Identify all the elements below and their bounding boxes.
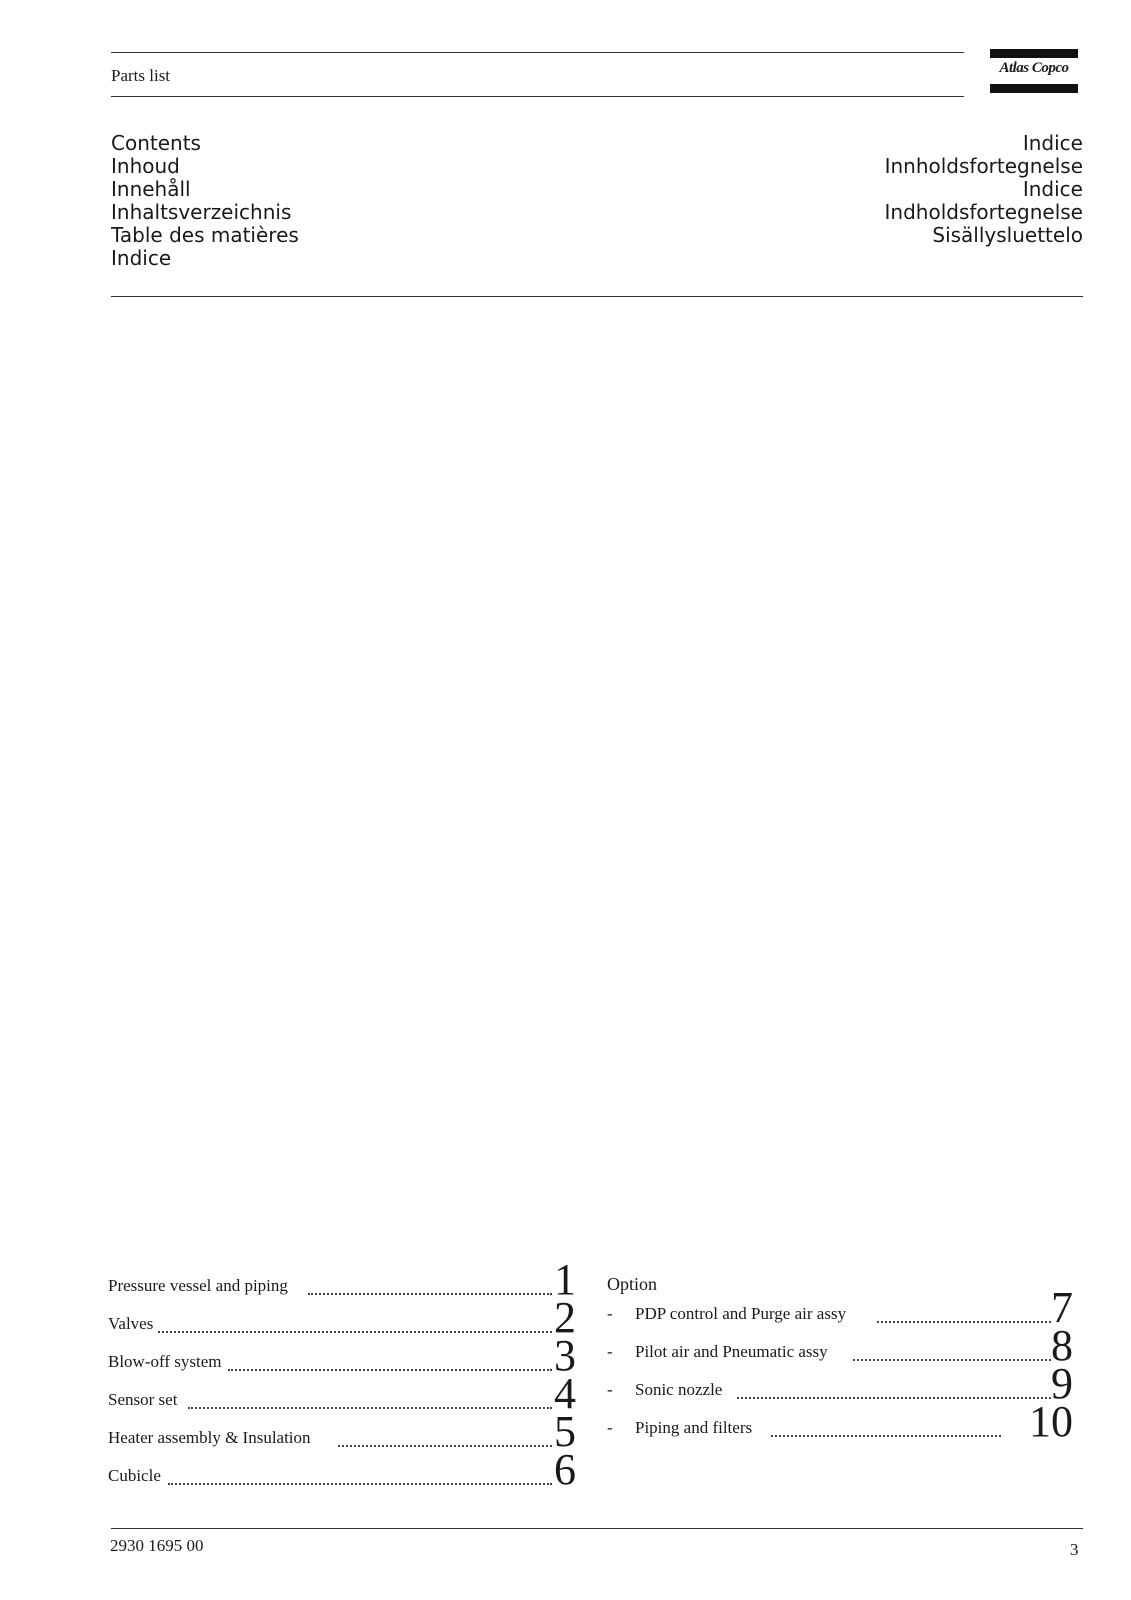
- contents-heading: Inhoud: [111, 154, 180, 178]
- contents-headings-right: [885, 132, 1083, 247]
- logo-wordmark: Atlas Copco: [999, 60, 1069, 76]
- toc-entry-number: 1: [554, 1255, 576, 1304]
- toc-entry-label: Blow-off system: [108, 1352, 222, 1371]
- contents-heading: Indice: [1022, 131, 1083, 155]
- atlas-copco-logo: [990, 49, 1078, 93]
- toc-entry-label: Pressure vessel and piping: [108, 1276, 288, 1295]
- toc-entry-sensor-set[interactable]: [108, 1369, 578, 1418]
- toc-entry-heater-assembly[interactable]: [108, 1407, 578, 1456]
- toc-entry-label: Sonic nozzle: [635, 1380, 723, 1399]
- page-number: 3: [1070, 1540, 1079, 1559]
- document-number: 2930 1695 00: [110, 1536, 204, 1555]
- list-dash: -: [607, 1380, 613, 1399]
- contents-heading: Innehåll: [111, 177, 191, 201]
- toc-entry-pilot-air[interactable]: [607, 1321, 1077, 1370]
- contents-divider: [111, 296, 1083, 297]
- toc-entry-valves[interactable]: [108, 1293, 578, 1342]
- header-top-rule: [111, 52, 964, 53]
- contents-heading: Indice: [1022, 177, 1083, 201]
- toc-entry-number: 3: [554, 1331, 576, 1380]
- toc-entry-label: Sensor set: [108, 1390, 178, 1409]
- toc-entry-number: 6: [554, 1445, 576, 1494]
- header-bottom-rule: [111, 96, 964, 97]
- toc-entry-number: 2: [554, 1293, 576, 1342]
- contents-heading: Contents: [111, 131, 201, 155]
- list-dash: -: [607, 1342, 613, 1361]
- option-heading: Option: [607, 1274, 658, 1294]
- contents-headings-left: [111, 132, 299, 270]
- contents-heading: Innholdsfortegnelse: [884, 154, 1083, 178]
- contents-heading: Indice: [111, 246, 172, 270]
- toc-entry-label: Piping and filters: [635, 1418, 753, 1437]
- contents-heading: Inhaltsverzeichnis: [111, 200, 292, 224]
- toc-entry-label: Cubicle: [108, 1466, 161, 1485]
- toc-entry-cubicle[interactable]: [108, 1445, 578, 1494]
- contents-heading: Table des matières: [111, 223, 299, 247]
- toc-entry-label: Valves: [108, 1314, 154, 1333]
- toc-entry-number: 8: [1051, 1321, 1073, 1370]
- footer-rule: [111, 1528, 1083, 1529]
- toc-entry-number: 4: [554, 1369, 576, 1418]
- toc-entry-number: 10: [1029, 1397, 1073, 1446]
- toc-entry-pressure-vessel[interactable]: [108, 1255, 578, 1304]
- toc-entry-label: Heater assembly & Insulation: [108, 1428, 311, 1447]
- toc-entry-number: 7: [1051, 1283, 1073, 1332]
- contents-heading: Sisällysluettelo: [932, 223, 1083, 247]
- toc-entry-label: Pilot air and Pneumatic assy: [635, 1342, 828, 1361]
- toc-entry-number: 9: [1051, 1359, 1073, 1408]
- list-dash: -: [607, 1304, 613, 1323]
- contents-heading: Indholdsfortegnelse: [884, 200, 1083, 224]
- toc-entry-piping-filters[interactable]: [607, 1397, 1077, 1446]
- toc-entry-sonic-nozzle[interactable]: [607, 1359, 1077, 1408]
- list-dash: -: [607, 1418, 613, 1437]
- header-title: Parts list: [111, 66, 171, 85]
- toc-entry-label: PDP control and Purge air assy: [635, 1304, 847, 1323]
- toc-entry-number: 5: [554, 1407, 576, 1456]
- toc-entry-blow-off-system[interactable]: [108, 1331, 578, 1380]
